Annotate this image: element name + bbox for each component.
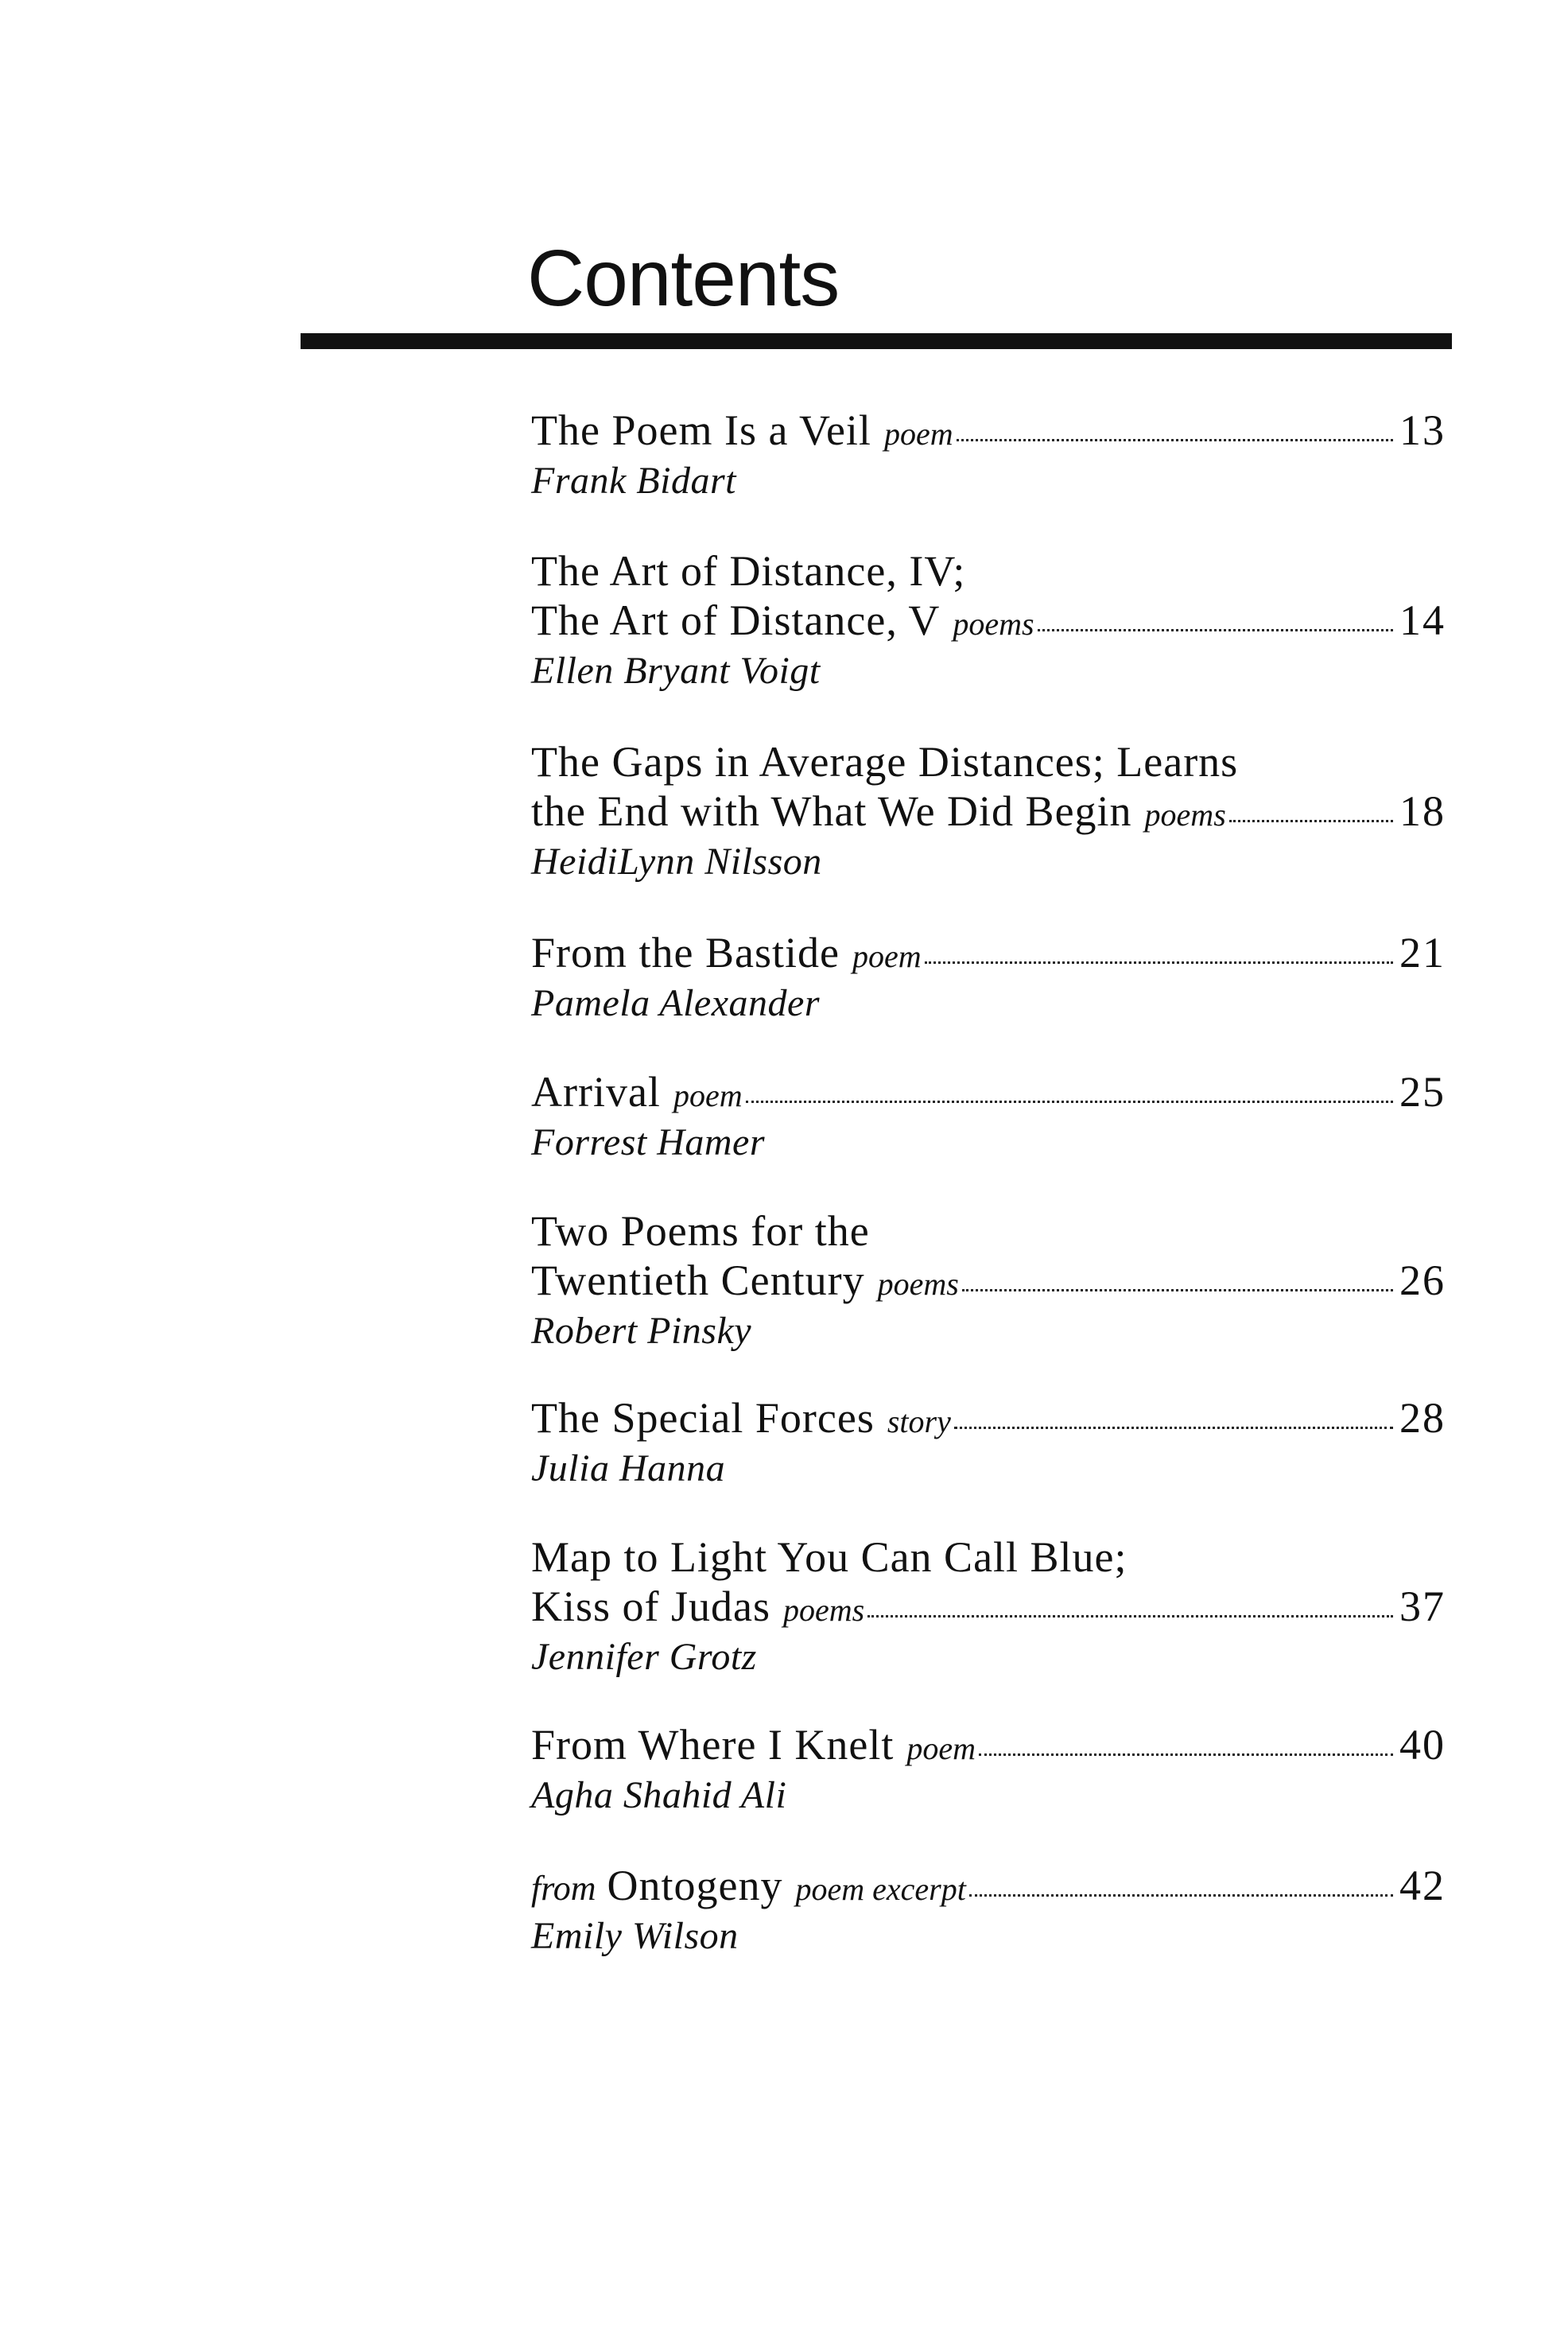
entry-title: the End with What We Did Begin (531, 787, 1132, 835)
entry-title: The Poem Is a Veil (531, 406, 871, 454)
entry-author: Jennifer Grotz (531, 1636, 757, 1678)
dot-leader (954, 1427, 1393, 1429)
entry-author: Forrest Hamer (531, 1121, 766, 1163)
entry-title: The Gaps in Average Distances; Learns (531, 738, 1239, 786)
entry-author: Emily Wilson (531, 1915, 739, 1957)
toc-entry[interactable] (531, 1720, 1446, 1820)
entry-genre: poems (783, 1592, 865, 1628)
entry-page-number: 13 (1399, 406, 1446, 454)
entry-page-number: 37 (1399, 1583, 1446, 1630)
entry-genre: poems (877, 1266, 959, 1302)
toc-entry[interactable] (531, 737, 1446, 887)
entry-page-number: 40 (1399, 1721, 1446, 1769)
toc-entry[interactable] (531, 1206, 1446, 1356)
entry-page-number: 28 (1399, 1394, 1446, 1442)
entry-title-row (531, 786, 1446, 836)
entry-page-number: 25 (1399, 1068, 1446, 1116)
dot-leader (1038, 629, 1393, 631)
entry-title-row (531, 1256, 1446, 1305)
entry-genre: poem (883, 416, 953, 452)
entry-page-number: 21 (1399, 929, 1446, 977)
entry-genre: poem excerpt (795, 1871, 966, 1907)
entry-title-row (531, 596, 1446, 645)
entry-title-row (531, 928, 1446, 977)
entry-title: Two Poems for the (531, 1207, 870, 1255)
entry-title: The Art of Distance, IV; (531, 547, 966, 595)
entry-genre: poem (906, 1730, 976, 1766)
dot-leader (925, 961, 1393, 964)
toc-entry[interactable] (531, 406, 1446, 506)
dot-leader (957, 439, 1393, 441)
toc-entry[interactable] (531, 1067, 1446, 1167)
title-rule (301, 333, 1452, 349)
entry-prefix: from (531, 1869, 596, 1908)
dot-leader (867, 1615, 1393, 1617)
dot-leader (746, 1101, 1393, 1103)
entry-author: Agha Shahid Ali (531, 1774, 787, 1816)
entry-title-row (531, 1861, 1446, 1910)
dot-leader (1229, 820, 1393, 822)
entry-title: Kiss of Judas (531, 1583, 771, 1630)
entry-title: The Art of Distance, V (531, 596, 941, 644)
entry-genre: poems (953, 606, 1034, 642)
entry-title: The Special Forces (531, 1394, 875, 1442)
dot-leader (979, 1753, 1393, 1756)
toc-entry[interactable] (531, 1532, 1446, 1682)
entry-author: HeidiLynn Nilsson (531, 841, 822, 883)
entry-title: Twentieth Century (531, 1256, 865, 1304)
entry-genre: story (887, 1404, 951, 1439)
dot-leader (962, 1289, 1393, 1291)
toc-entry[interactable] (531, 928, 1446, 1028)
entry-page-number: 14 (1399, 596, 1446, 644)
entry-title: From Where I Knelt (531, 1721, 895, 1769)
entry-author: Robert Pinsky (531, 1310, 752, 1352)
entry-author: Frank Bidart (531, 460, 736, 502)
entry-title: Map to Light You Can Call Blue; (531, 1533, 1127, 1581)
entry-author: Ellen Bryant Voigt (531, 650, 821, 692)
entry-genre: poems (1144, 797, 1226, 833)
entry-title-row (531, 1720, 1446, 1769)
entry-title: Ontogeny (607, 1862, 783, 1909)
entry-page-number: 42 (1399, 1862, 1446, 1909)
entry-page-number: 18 (1399, 787, 1446, 835)
toc-entry[interactable] (531, 546, 1446, 696)
entry-author: Pamela Alexander (531, 982, 821, 1024)
entry-title: Arrival (531, 1068, 661, 1116)
dot-leader (969, 1894, 1393, 1897)
toc-entry[interactable] (531, 1861, 1446, 1961)
entry-title-row (531, 406, 1446, 455)
entry-title-row (531, 1393, 1446, 1443)
entry-page-number: 26 (1399, 1256, 1446, 1304)
page-title: Contents (527, 234, 840, 323)
entry-title-row (531, 1582, 1446, 1631)
entry-genre: poem (852, 938, 922, 974)
entry-title-row (531, 1067, 1446, 1117)
toc-entry[interactable] (531, 1393, 1446, 1493)
entry-title: From the Bastide (531, 929, 840, 977)
entry-genre: poem (673, 1078, 743, 1113)
entry-author: Julia Hanna (531, 1447, 726, 1489)
